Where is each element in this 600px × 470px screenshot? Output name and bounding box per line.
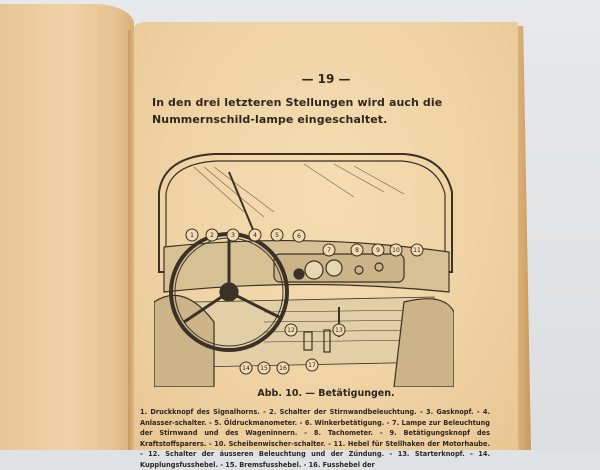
right-page xyxy=(134,22,518,469)
svg-text:17: 17 xyxy=(308,362,316,369)
svg-text:15: 15 xyxy=(260,365,268,372)
svg-text:9: 9 xyxy=(376,247,380,254)
callout-11 xyxy=(411,244,423,256)
svg-text:5: 5 xyxy=(275,232,279,239)
callout-12 xyxy=(285,324,297,336)
callout-14 xyxy=(240,362,252,374)
callout-8 xyxy=(351,244,363,256)
callout-3 xyxy=(227,229,239,241)
svg-text:13: 13 xyxy=(335,327,343,334)
callout-6 xyxy=(293,230,305,242)
svg-text:12: 12 xyxy=(287,327,295,334)
callout-13 xyxy=(333,324,345,336)
figure-legend: 1. Druckknopf des Signalhorns. - 2. Schalter der Stirnwandbeleuchtung. - 3. Gasknopf. - 4. Anlasser-schalter. - 5. Öldruckmanometer. - 6. Winkerbetätigung. - 7. Lampe zur Beleuchtung der Stirnwand und des Wageninnern. - 8. Tachometer. - 9. Betätigungsknopf des Kraftstoffsparers. - 10. Scheibenwischer-schalter. - 11. Hebel für Stellhaken der Motorhaube. - 12. Schalter der äusseren Beleuchtung und der Zündung. - 13. Starterknopf. - 14. Kupplungsfusshebel. - 15. Bremsfusshebel. - 16. Fusshebel der xyxy=(140,408,490,469)
svg-text:11: 11 xyxy=(413,247,421,254)
callout-16 xyxy=(277,362,289,374)
figure-caption: Abb. 10. — Betätigungen. xyxy=(257,388,395,399)
callout-1 xyxy=(186,229,198,241)
svg-text:1: 1 xyxy=(190,232,194,239)
svg-text:3: 3 xyxy=(231,232,235,239)
callout-10 xyxy=(390,244,402,256)
callout-2 xyxy=(206,229,218,241)
svg-text:4: 4 xyxy=(253,232,257,239)
left-page xyxy=(0,4,134,450)
svg-text:2: 2 xyxy=(210,232,214,239)
svg-text:6: 6 xyxy=(297,233,301,240)
callout-9 xyxy=(372,244,384,256)
svg-text:16: 16 xyxy=(279,365,287,372)
callout-4 xyxy=(249,229,261,241)
callout-5 xyxy=(271,229,283,241)
svg-text:7: 7 xyxy=(327,247,331,254)
callout-15 xyxy=(258,362,270,374)
callout-17 xyxy=(306,359,318,371)
svg-text:14: 14 xyxy=(242,365,250,372)
svg-text:10: 10 xyxy=(392,247,400,254)
page-number: — 19 — xyxy=(301,72,351,86)
intro-paragraph: In den drei letzteren Stellungen wird auch die Nummernschild-lampe eingeschaltet. xyxy=(152,96,443,126)
callout-7 xyxy=(323,244,335,256)
dashboard-illustration xyxy=(154,152,454,387)
svg-text:8: 8 xyxy=(355,247,359,254)
